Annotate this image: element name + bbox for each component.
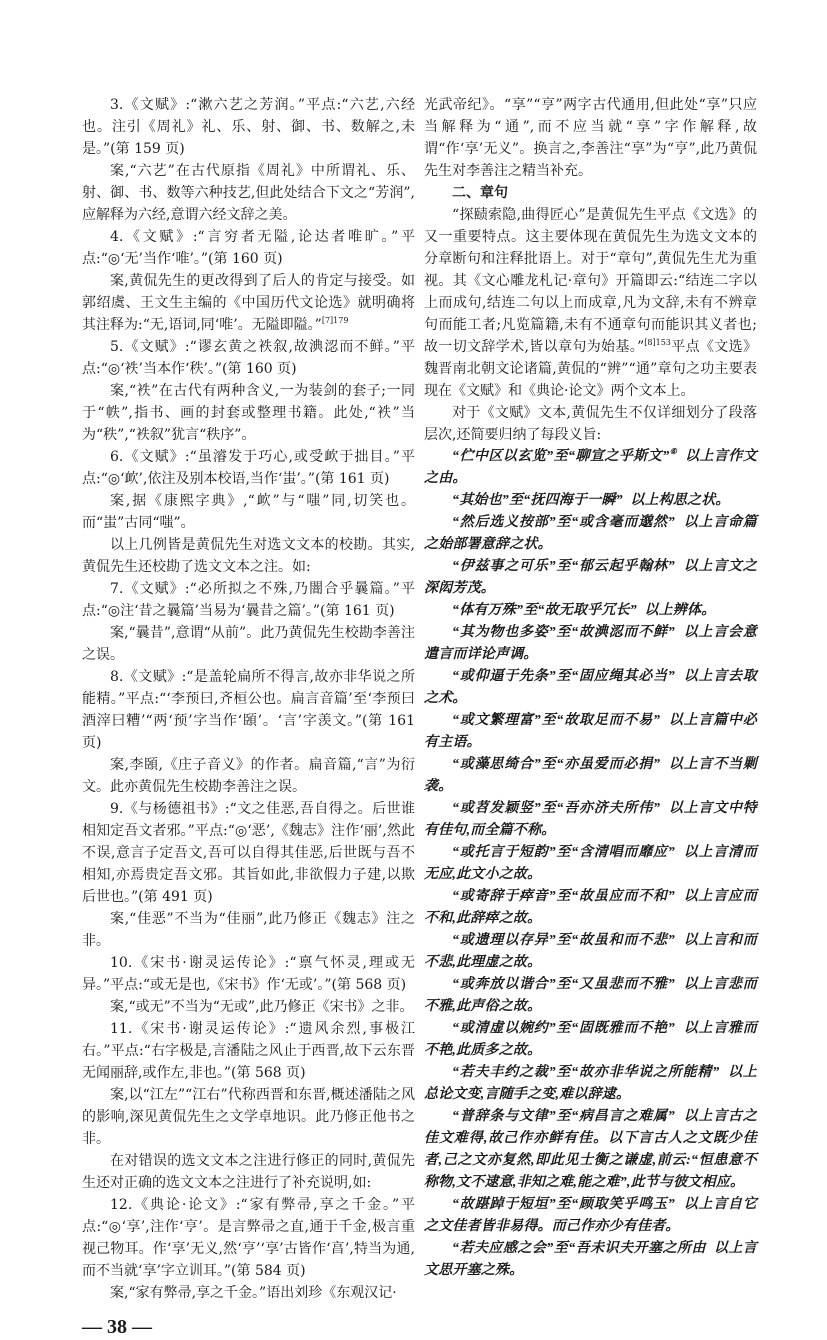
paragraph-text: “或托言于短韵”至“含清唱而靡应” 以上言清而无应,此文小之故。 (424, 845, 757, 882)
paragraph-text: “体有万殊”至“故无取乎冗长” 以上辨体。 (452, 603, 716, 618)
paragraph (82, 1084, 415, 1150)
citation-superscript: [8]153 (644, 338, 671, 347)
annotation-entry (424, 1062, 757, 1106)
paragraph (424, 402, 757, 446)
paragraph-text: “探赜索隐,曲得匠心”是黄侃先生平点《文选》的又一重要特点。这主要体现在黄侃先生为选文文本的分章断句和注释批语上。对于“章句”,黄侃先生尤为重视。其《文心雕龙札记·章句》开篇即云:“结连二字以上而成句,结连二句以上而成章,凡为文辞,未有不辨章句而能工者;凡览篇籍,未有不通章句而能识其义者也;故一切文辞学术,皆以章句为始基。” (424, 207, 757, 355)
annotation-entry (424, 798, 757, 842)
left-column-wrapper (82, 94, 420, 1340)
paragraph (82, 754, 415, 798)
paragraph-text: “或藻思绮合”至“亦虽爱而必捐” 以上言不当剿袭。 (424, 757, 757, 794)
paragraph-text: 5.《文赋》:“谬玄黄之袟叙,故淟涊而不鲜。”平点:“◎‘袟’当本作‘秩’。”(第 160 页) (82, 339, 415, 377)
paragraph-text: “其为物也多姿”至“故淟涊而不鲜” 以上言会意遣言而详论声调。 (424, 625, 757, 662)
page-number: — 38 — (82, 1316, 152, 1338)
paragraph-text: 以上几例皆是黄侃先生对选文文本的校勘。其实,黄侃先生还校勘了选文文本之注。如: (82, 537, 415, 575)
paragraph-text: “或奔放以谐合”至“又虽悲而不雅” 以上言悲而不雅,此声俗之故。 (424, 977, 757, 1014)
paragraph-text: “普辞条与文律”至“病昌言之难属” 以上言古之佳文难得,故己作亦鲜有佳。以下言古人之文既少佳者,己之文亦复然,即此见士衡之谦虚,前云:“恒患意不称物,文不逮意,非知之难,能之难”,此节与彼文相应。 (424, 1109, 757, 1190)
paragraph (82, 270, 415, 336)
paragraph-text: 案,“袟”在古代有两种含义,一为装剑的套子;一同于“帙”,指书、画的封套或整理书籍。此处,“袟”当为“秩”,“袟叙”犹言“秩序”。 (82, 383, 415, 443)
paragraph-text: “或仰逼于先条”至“固应绳其必当” 以上言去取之术。 (424, 669, 757, 706)
annotation-entry (424, 512, 757, 556)
annotation-entry (424, 1106, 757, 1194)
annotation-entry (424, 446, 757, 490)
paragraph-text: “或苕发颖竖”至“吾亦济夫所伟” 以上言文中特有佳句,而全篇不称。 (424, 801, 757, 838)
paragraph-text: 平点《文选》魏晋南北朝文论诸篇,黄侃的“辨”“通”章句之功主要表现在《文赋》和《典论·论文》两个文本上。 (424, 339, 757, 399)
paragraph (82, 490, 415, 534)
paragraph-text: “若夫丰约之裁”至“故亦非华说之所能精” 以上总论文变,言随手之变,难以辞逮。 (424, 1065, 757, 1102)
paragraph (424, 94, 757, 182)
paragraph-text: 10.《宋书·谢灵运传论》:“禀气怀灵,理或无异。”平点:“或无是也,《宋书》作‘无或’。”(第 568 页) (82, 955, 415, 993)
annotation-entry (424, 842, 757, 886)
paragraph (82, 578, 415, 622)
paragraph-text: 8.《文赋》:“是盖轮扁所不得言,故亦非华说之所能精。”平点:“‘李预曰,齐桓公也。扁言音篇’至‘李预曰酒滓曰糟’“两‘预’字当作‘頣’。‘言’字羡文。”(第 161 页) (82, 669, 420, 751)
right-column-wrapper (424, 94, 757, 1282)
paragraph-text: “若夫应感之会”至“吾未识夫开塞之所由 以上言文思开塞之殊。 (424, 1241, 757, 1278)
paragraph (82, 908, 415, 952)
paragraph (82, 1018, 415, 1084)
paragraph-text: 6.《文赋》:“虽濬发于巧心,或受欰于拙目。”平点:“◎‘欰’,依注及别本校语,当作‘蚩’。”(第 161 页) (82, 449, 415, 487)
annotation-entry (424, 1238, 757, 1282)
paragraph (82, 952, 415, 996)
right-column (424, 94, 757, 1282)
section-heading (424, 182, 757, 204)
paragraph-text: 案,“六艺”在古代原指《周礼》中所谓礼、乐、射、御、书、数等六种技艺,但此处结合下文之“芳润”,应解释为六经,意谓六经文辞之美。 (82, 163, 415, 223)
annotation-entry (424, 754, 757, 798)
paragraph-text: 9.《与杨德祖书》:“文之佳恶,吾自得之。后世谁相知定吾文者邪。”平点:“◎‘恶’,《魏志》注作‘丽’,然此不误,意言子定吾文,吾可以自得其佳恶,后世既与吾不相知,亦焉贵定吾文邪。其旨如此,非欲假力子建,以欺后世也。”(第 491 页) (82, 801, 415, 905)
paragraph-text: 案,“家有弊帚,享之千金。”语出刘珍《东观汉记· (110, 1285, 397, 1301)
annotation-entry (424, 666, 757, 710)
paragraph-text: 案,李頣,《庄子音义》的作者。扁音篇,“言”为衍文。此亦黄侃先生校勘李善注之误。 (82, 757, 415, 795)
paragraph-text: 案,黄侃先生的更改得到了后人的肯定与接受。如郭绍虞、王文生主编的《中国历代文论选》就明确将其注释为:“无,语词,同‘唯’。无隘即隘。” (82, 273, 415, 333)
annotation-entry (424, 930, 757, 974)
paragraph (82, 798, 415, 908)
paragraph (82, 94, 415, 160)
paragraph-text: 案,据《康熙字典》,“欰”与“嗤”同,切笑也。而“蚩”古同“嗤”。 (82, 493, 415, 531)
paragraph-text: 12.《典论·论文》:“家有弊帚,享之千金。”平点:“◎‘享’,注作‘亨’。是言弊帚之直,通于千金,极言重视己物耳。作‘享’无义,然‘亨’‘享’古皆作‘亯’,特当为通,而不当就‘享’字立训耳。”(第 584 页) (82, 1197, 415, 1279)
citation-superscript: [7]179 (321, 316, 349, 325)
paragraph (82, 1282, 415, 1304)
paragraph-text: 7.《文赋》:“必所拟之不殊,乃闇合乎曩篇。”平点:“◎注‘昔之曩篇’当易为‘曩昔之篇’。”(第 161 页) (82, 581, 415, 619)
paragraph-text: “故踸踔于短垣”至“顾取笑乎鸣玉” 以上言自它之文佳者皆非易得。而己作亦少有佳者。 (424, 1197, 757, 1234)
paragraph (82, 1194, 415, 1282)
annotation-entry (424, 974, 757, 1018)
paragraph-text: 光武帝纪》。“享”“亨”两字古代通用,但此处“享”只应当解释为“通”,而不应当就“享”字作解释,故谓“作‘享’无义”。换言之,李善注“享”为“亨”,此乃黄侃先生对李善注之精当补充。 (424, 97, 757, 179)
annotation-entry (424, 600, 757, 622)
paragraph (82, 336, 415, 380)
paragraph (82, 534, 415, 578)
left-column (82, 94, 420, 1304)
paragraph-text: 对于《文赋》文本,黄侃先生不仅详细划分了段落层次,还简要归纳了每段义旨: (424, 405, 757, 443)
paragraph-text: “或寄辞于瘁音”至“故虽应而不和” 以上言应而不和,此辞瘁之故。 (424, 889, 757, 926)
paragraph-text: 案,以“江左”“江右”代称西晋和东晋,概述潘陆之风的影响,深见黄侃先生之文学卓地识。此乃修正他书之非。 (82, 1087, 415, 1147)
paragraph (82, 996, 415, 1018)
paragraph (82, 160, 415, 226)
paragraph-text: “其始也”至“抚四海于一瞬” 以上构思之状。 (452, 493, 730, 508)
paragraph-text: 3.《文赋》:“漱六艺之芳润。”平点:“六艺,六经也。注引《周礼》礼、乐、射、御、书、数解之,未是。”(第 159 页) (82, 97, 415, 157)
paragraph-text: “或清虚以婉约”至“固既雅而不艳” 以上言雅而不艳,此质多之故。 (424, 1021, 757, 1058)
paragraph (82, 666, 420, 754)
paragraph (82, 380, 415, 446)
paragraph-text: “伫中区以玄览”至“聊宣之乎斯文” (452, 449, 670, 464)
paragraph-text: “或遗理以存异”至“故虽和而不悲” 以上言和而不悲,此理虚之故。 (424, 933, 757, 970)
paragraph (424, 204, 757, 402)
paragraph-text: 在对错误的选文文本之注进行修正的同时,黄侃先生还对正确的选文文本之注进行了补充说明,如: (82, 1153, 415, 1191)
paragraph (82, 446, 415, 490)
paragraph (82, 622, 415, 666)
annotation-entry (424, 886, 757, 930)
paragraph-text: 二、章句 (452, 185, 508, 201)
paragraph-text: 以上言作文之由。 (424, 449, 758, 486)
paragraph-text: “或文繁理富”至“故取足而不易” 以上言篇中必有主语。 (424, 713, 757, 750)
annotation-entry (424, 490, 757, 512)
annotation-entry (424, 1018, 757, 1062)
paragraph-text: 11.《宋书·谢灵运传论》:“遗风余烈,事极江右。”平点:“右字极是,言潘陆之风止于西晋,故下云东晋无闻丽辞,或作左,非也。”(第 568 页) (82, 1021, 415, 1081)
paragraph-text: 4.《文赋》:“言穷者无隘,论达者唯旷。”平点:“◎‘无’当作‘唯’。”(第 160 页) (82, 229, 415, 267)
paragraph-text: “伊兹事之可乐”至“郁云起乎翰林” 以上言文之深闳芳茂。 (424, 559, 757, 596)
paragraph-text: 案,“曩昔”,意谓“从前”。此乃黄侃先生校勘李善注之误。 (82, 625, 415, 663)
annotation-entry (424, 710, 757, 754)
paragraph-text: 案,“佳恶”不当为“佳丽”,此乃修正《魏志》注之非。 (82, 911, 415, 949)
paragraph (82, 226, 415, 270)
paragraph-text: “然后选义按部”至“或含毫而邈然” 以上言命篇之始部署意辞之状。 (424, 515, 757, 552)
annotation-entry (424, 622, 757, 666)
annotation-entry (424, 556, 757, 600)
citation-superscript: ⑥ (669, 447, 678, 456)
annotation-entry (424, 1194, 757, 1238)
paragraph-text: 案,“或无”不当为“无或”,此乃修正《宋书》之非。 (110, 999, 414, 1015)
paragraph (82, 1150, 415, 1194)
